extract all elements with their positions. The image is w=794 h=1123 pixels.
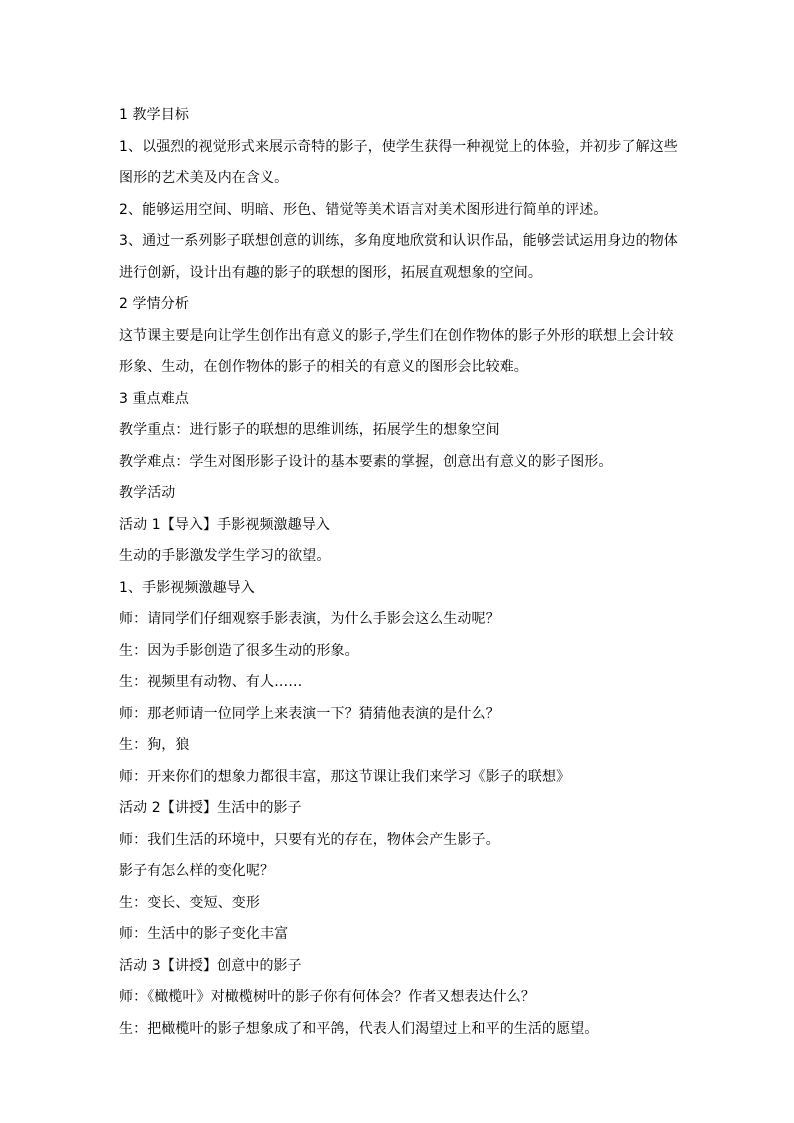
activity-heading: 活动 1【导入】手影视频激趣导入 [119, 516, 330, 533]
dialogue-line: 师：那老师请一位同学上来表演一下？猜猜他表演的是什么？ [119, 705, 500, 722]
paragraph-line: 1、以强烈的视觉形式来展示奇特的影子，使学生获得一种视觉上的体验，并初步了解这些 [119, 138, 678, 155]
section-heading-activities: 教学活动 [119, 485, 176, 501]
activity-heading: 活动 3【讲授】创意中的影子 [119, 957, 302, 974]
paragraph-line: 图形的艺术美及内在含义。 [119, 170, 289, 186]
section-heading-objectives: 1 教学目标 [119, 107, 189, 123]
dialogue-line: 生：变长、变短、变形 [119, 894, 260, 911]
dialogue-line: 生：因为手影创造了很多生动的形象。 [119, 642, 359, 659]
paragraph-line: 进行创新，设计出有趣的影子的联想的图形，拓展直观想象的空间。 [119, 264, 542, 281]
dialogue-line: 师：生活中的影子变化丰富 [119, 926, 289, 942]
dialogue-line: 师：《橄榄叶》对橄榄树叶的影子你有何体会？作者又想表达什么？ [119, 989, 535, 1005]
paragraph-line: 2、能够运用空间、明暗、形色、错觉等美术语言对美术图形进行简单的评述。 [119, 201, 608, 218]
dialogue-line: 师：开来你们的想象力都很丰富，那这节课让我们来学习《影子的联想》 [119, 768, 571, 785]
paragraph-line: 教学重点：进行影子的联想的思维训练，拓展学生的想象空间 [119, 422, 500, 438]
dialogue-line: 生：视频里有动物、有人…… [119, 674, 303, 690]
paragraph-line: 1、手影视频激趣导入 [119, 579, 255, 596]
dialogue-line: 生：把橄榄叶的影子想象成了和平鸽，代表人们渴望过上和平的生活的愿望。 [119, 1020, 599, 1037]
dialogue-line: 师：请同学们仔细观察手影表演，为什么手影会这么生动呢？ [119, 611, 500, 627]
dialogue-line: 师：我们生活的环境中，只要有光的存在，物体会产生影子。 [119, 831, 500, 848]
paragraph-line: 这节课主要是向让学生创作出有意义的影子,学生们在创作物体的影子外形的联想上会计较 [119, 327, 674, 344]
paragraph-line: 形象、生动，在创作物体的影子的相关的有意义的图形会比较难。 [119, 359, 528, 375]
paragraph-line: 3、通过一系列影子联想创意的训练，多角度地欣赏和认识作品，能够尝试运用身边的物体 [119, 233, 678, 249]
section-heading-analysis: 2 学情分析 [119, 296, 189, 312]
document-body [119, 100, 679, 1045]
dialogue-line: 生：狗，狼 [119, 737, 190, 753]
activity-heading: 活动 2【讲授】生活中的影子 [119, 800, 302, 816]
paragraph-line: 影子有怎么样的变化呢？ [119, 863, 275, 879]
paragraph-line: 生动的手影激发学生学习的欲望。 [119, 548, 331, 564]
section-heading-key-points: 3 重点难点 [119, 390, 189, 407]
paragraph-line: 教学难点：学生对图形影子设计的基本要素的掌握，创意出有意义的影子图形。 [119, 453, 613, 470]
